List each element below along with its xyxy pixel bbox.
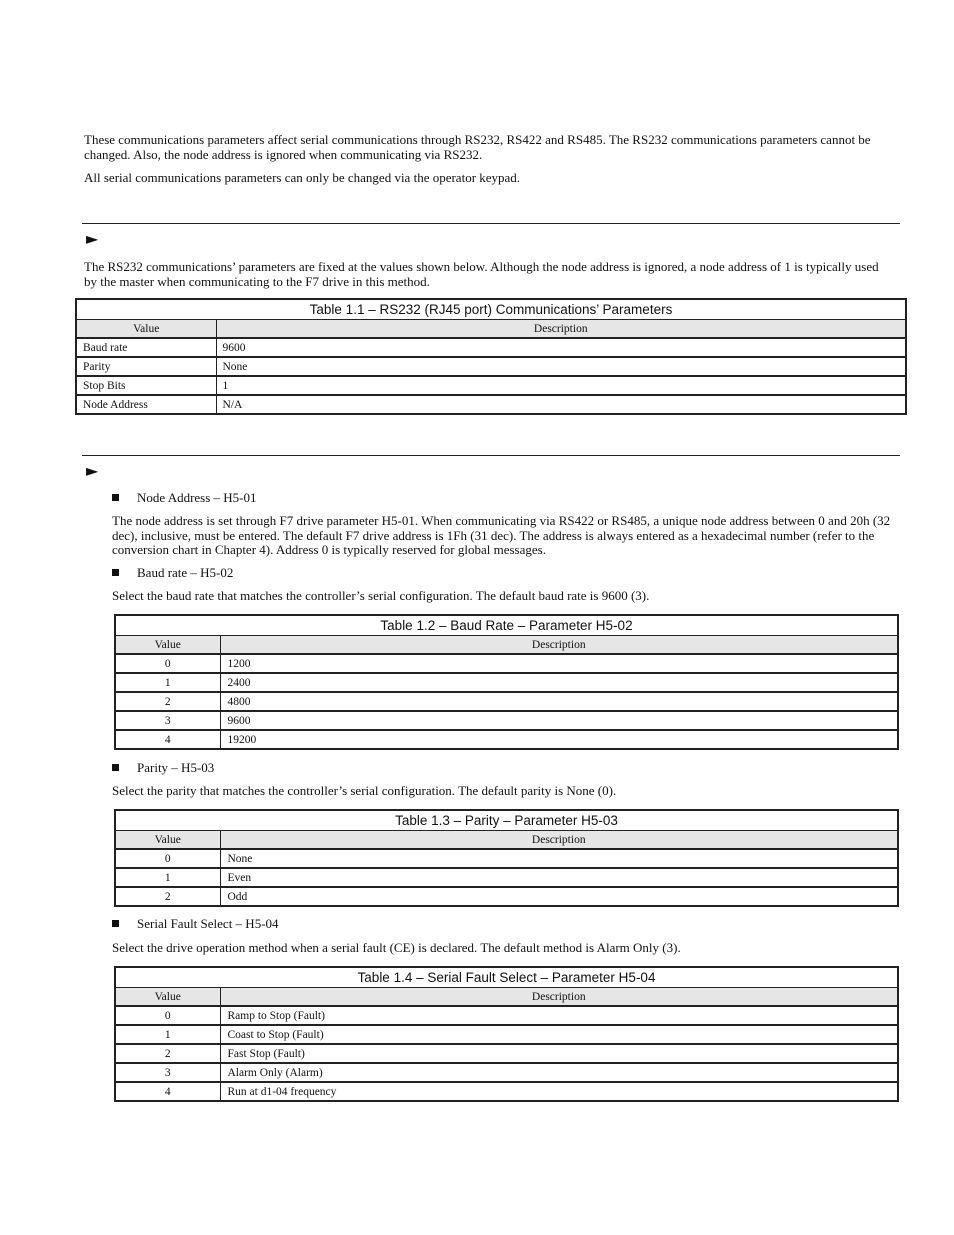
cell-value: 1 <box>115 673 220 692</box>
cell-description: 1 <box>216 376 906 395</box>
cell-description: Ramp to Stop (Fault) <box>220 1006 898 1025</box>
table-caption: Table 1.3 – Parity – Parameter H5-03 <box>115 810 898 831</box>
cell-value: 4 <box>115 1082 220 1101</box>
baud-rate-table <box>114 614 899 750</box>
cell-value: 3 <box>115 711 220 730</box>
table-row <box>115 673 898 692</box>
cell-description: Run at d1-04 frequency <box>220 1082 898 1101</box>
column-header-value: Value <box>115 636 220 655</box>
table-caption: Table 1.1 – RS232 (RJ45 port) Communications’ Parameters <box>76 299 906 320</box>
rs232-paragraph: The RS232 communications’ parameters are fixed at the values shown below. Although the node address is ignored, a node address of 1 is typically used by the master when communicating to the F7 drive in this method. <box>84 259 879 289</box>
table-row <box>115 849 898 868</box>
node-address-heading <box>112 491 257 505</box>
cell-description: None <box>220 849 898 868</box>
cell-value: Node Address <box>76 395 216 414</box>
table-row <box>76 338 906 357</box>
intro-paragraph-2: All serial communications parameters can only be changed via the operator keypad. <box>84 170 521 185</box>
baud-rate-heading-text: Baud rate – H5-02 <box>137 565 234 580</box>
parity-table <box>114 809 899 907</box>
bullet-square-icon <box>112 494 119 501</box>
cell-description: 1200 <box>220 654 898 673</box>
cell-value: 1 <box>115 1025 220 1044</box>
bullet-square-icon <box>112 920 119 927</box>
section-divider-2 <box>82 455 900 456</box>
table-row <box>115 711 898 730</box>
table-row <box>115 692 898 711</box>
cell-description: N/A <box>216 395 906 414</box>
column-header-description: Description <box>220 831 898 850</box>
parity-heading-text: Parity – H5-03 <box>137 760 215 775</box>
serial-fault-table <box>114 966 899 1102</box>
table-row <box>115 654 898 673</box>
cell-value: 2 <box>115 887 220 906</box>
cell-description: None <box>216 357 906 376</box>
cell-description: 19200 <box>220 730 898 749</box>
bullet-square-icon <box>112 764 119 771</box>
column-header-description: Description <box>220 636 898 655</box>
cell-description: 9600 <box>220 711 898 730</box>
baud-rate-heading <box>112 566 233 580</box>
column-header-value: Value <box>115 831 220 850</box>
table-row <box>115 887 898 906</box>
cell-description: Even <box>220 868 898 887</box>
cell-value: 0 <box>115 1006 220 1025</box>
cell-value: 1 <box>115 868 220 887</box>
parity-heading <box>112 761 214 775</box>
cell-value: 3 <box>115 1063 220 1082</box>
table-row <box>76 357 906 376</box>
cell-value: Parity <box>76 357 216 376</box>
table-row <box>115 730 898 749</box>
cell-value: 4 <box>115 730 220 749</box>
table-row <box>76 376 906 395</box>
table-row <box>115 1044 898 1063</box>
section-divider-1 <box>82 223 900 224</box>
bullet-square-icon <box>112 569 119 576</box>
column-header-description: Description <box>216 320 906 339</box>
table-row <box>115 1006 898 1025</box>
table-caption: Table 1.4 – Serial Fault Select – Parameter H5-04 <box>115 967 898 988</box>
serial-fault-paragraph: Select the drive operation method when a serial fault (CE) is declared. The default method is Alarm Only (3). <box>112 940 681 955</box>
cell-description: Odd <box>220 887 898 906</box>
rs232-parameters-table <box>75 298 907 415</box>
cell-value: 0 <box>115 654 220 673</box>
node-address-heading-text: Node Address – H5-01 <box>137 490 257 505</box>
table-row <box>115 1063 898 1082</box>
table-row <box>115 1082 898 1101</box>
cell-value: 2 <box>115 1044 220 1063</box>
cell-value: Stop Bits <box>76 376 216 395</box>
cell-description: 4800 <box>220 692 898 711</box>
section-2-arrow-icon: ► <box>86 461 99 480</box>
cell-description: Fast Stop (Fault) <box>220 1044 898 1063</box>
cell-value: 0 <box>115 849 220 868</box>
table-row <box>115 868 898 887</box>
column-header-description: Description <box>220 988 898 1007</box>
cell-description: Coast to Stop (Fault) <box>220 1025 898 1044</box>
intro-paragraph-1: These communications parameters affect serial communications through RS232, RS422 and RS485. The RS232 communications parameters cannot be changed. Also, the node address is ignored when communicating via RS232. <box>84 132 871 162</box>
serial-fault-heading <box>112 917 279 931</box>
cell-description: Alarm Only (Alarm) <box>220 1063 898 1082</box>
table-row <box>115 1025 898 1044</box>
column-header-value: Value <box>115 988 220 1007</box>
column-header-value: Value <box>76 320 216 339</box>
cell-value: 2 <box>115 692 220 711</box>
section-1-arrow-icon: ► <box>86 229 99 248</box>
baud-rate-paragraph: Select the baud rate that matches the controller’s serial configuration. The default baud rate is 9600 (3). <box>112 588 650 603</box>
cell-description: 9600 <box>216 338 906 357</box>
parity-paragraph: Select the parity that matches the controller’s serial configuration. The default parity is None (0). <box>112 783 617 798</box>
cell-value: Baud rate <box>76 338 216 357</box>
node-address-paragraph: The node address is set through F7 drive parameter H5-01. When communicating via RS422 or RS485, a unique node address between 0 and 20h (32 dec), inclusive, must be entered. The default F7 drive address is 1Fh (31 dec). The address is always entered as a hexadecimal number (refer to the conversion chart in Chapter 4). Address 0 is typically reserved for global messages. <box>112 513 891 557</box>
table-row <box>76 395 906 414</box>
cell-description: 2400 <box>220 673 898 692</box>
table-caption: Table 1.2 – Baud Rate – Parameter H5-02 <box>115 615 898 636</box>
serial-fault-heading-text: Serial Fault Select – H5-04 <box>137 916 279 931</box>
